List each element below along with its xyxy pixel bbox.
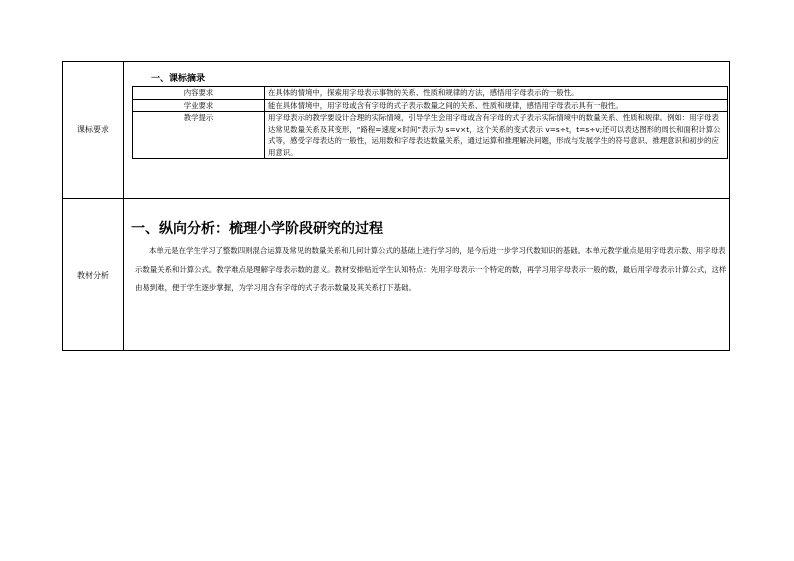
row-label-academic: 学业要求 <box>133 99 265 112</box>
table-row <box>133 87 728 100</box>
row-text-teaching: 用字母表示的教学要设计合理的实际情境，引导学生会用字母或含有字母的式子表示实际情境中的数量关系、性质和规律。例如：用字母表达常见数量关系及其变形，“路程=速度×时间”表示为 s=v×t，这个关系的变式表示 v=s÷t，t=s÷v;还可以表达图形的周长和面积计算公式等，感受字母表达的一般性，运用数和字母表达数量关系，通过运算和推理解决问题，形成与发展学生的符号意识、推理意识和初步的应用意识。 <box>265 112 728 159</box>
lesson-plan-table <box>62 61 730 351</box>
material-paragraph: 本单元是在学生学习了整数四则混合运算及常见的数量关系和几何计算公式的基础上进行学习的，是今后进一步学习代数知识的基础。本单元教学重点是用字母表示数、用字母表示数量关系和计算公式。教学难点是理解字母表示数的意义。教材安排贴近学生认知特点：先用字母表示一个特定的数，再学习用字母表示一般的数，最后用字母表示计算公式，这样由易到难，便于学生逐步掌握，为学习用含有字母的式子表示数量及其关系打下基础。 <box>135 246 727 292</box>
table-row <box>133 112 728 159</box>
row-label-content: 内容要求 <box>133 87 265 100</box>
row-text-academic: 能在具体情境中，用字母或含有字母的式子表示数量之间的关系、性质和规律，感悟用字母表示具有一般性。 <box>265 99 728 112</box>
section-heading-standards: 一、课标摘录 <box>151 74 206 84</box>
row-text-content: 在具体的情境中，探索用字母表示事物的关系、性质和规律的方法，感悟用字母表示的一般性。 <box>265 87 728 100</box>
row-label-material: 教材分析 <box>77 271 109 280</box>
row-label-teaching: 教学提示 <box>133 112 265 159</box>
column-divider <box>123 62 124 350</box>
table-row <box>133 99 728 112</box>
row-label-standards: 课标要求 <box>77 125 109 134</box>
material-title: 一、纵向分析：梳理小学阶段研究的过程 <box>131 221 383 237</box>
standards-table <box>132 86 728 159</box>
row-divider <box>63 198 729 199</box>
